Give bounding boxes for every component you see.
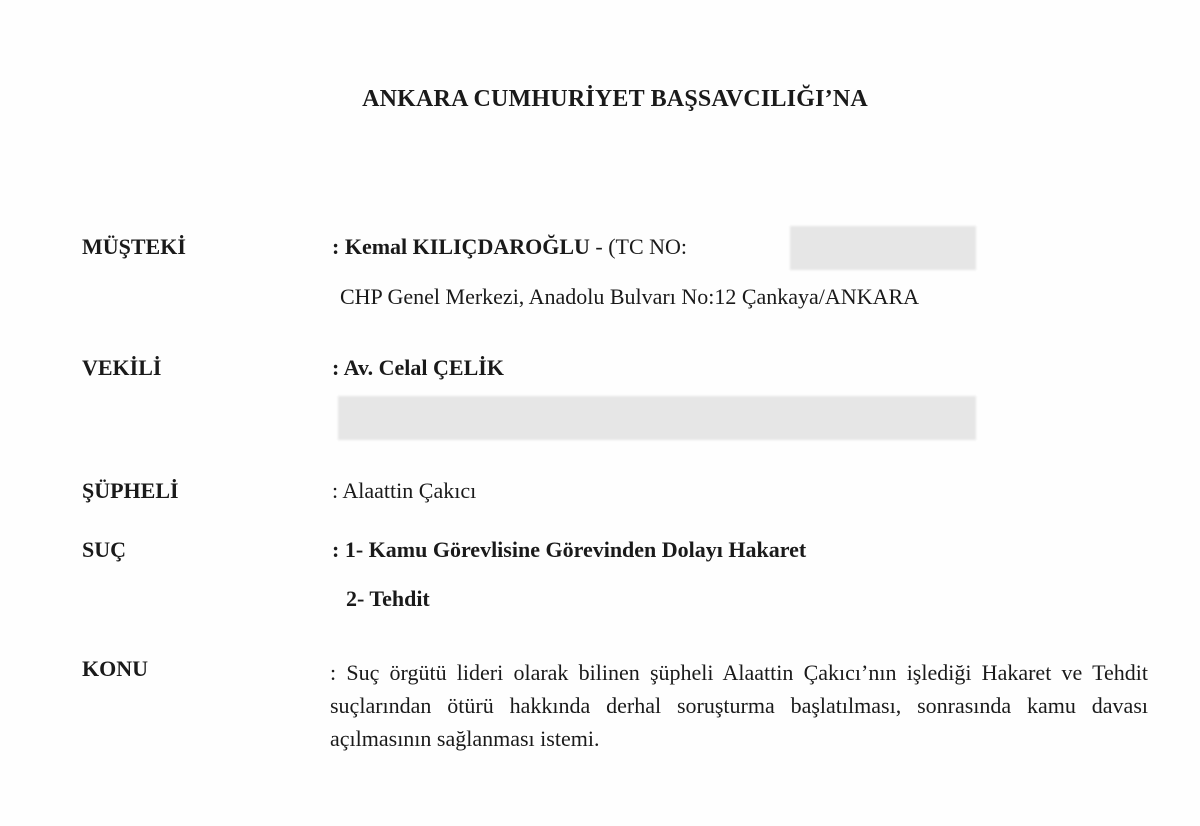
musteki-value — [332, 234, 687, 260]
label-supheli: ŞÜPHELİ — [82, 478, 179, 503]
document-title: ANKARA CUMHURİYET BAŞSAVCILIĞI’NA — [362, 86, 868, 112]
label-konu: KONU — [82, 656, 148, 681]
suc-item-1: : 1- Kamu Görevlisine Görevinden Dolayı Hakaret — [332, 537, 807, 562]
musteki-tc-label: - (TC NO: — [589, 234, 688, 259]
label-vekili: VEKİLİ — [82, 355, 162, 380]
musteki-name: : Kemal KILIÇDAROĞLU — [332, 234, 590, 259]
label-musteki: MÜŞTEKİ — [82, 234, 186, 259]
redacted-tc-number — [790, 226, 976, 270]
redacted-attorney-address — [338, 396, 976, 440]
suc-item-2: 2- Tehdit — [346, 586, 430, 611]
label-suc: SUÇ — [82, 537, 127, 562]
supheli-value: : Alaattin Çakıcı — [332, 478, 477, 503]
musteki-address: CHP Genel Merkezi, Anadolu Bulvarı No:12 Çankaya/ANKARA — [340, 284, 920, 309]
vekili-value: : Av. Celal ÇELİK — [332, 355, 504, 380]
konu-text: : Suç örgütü lideri olarak bilinen şüpheli Alaattin Çakıcı’nın işlediği Hakaret ve Tehdit suçlarından ötürü hakkında derhal soruşturma başlatılması, sonrasında kamu davası açılmasının sağlanması istemi. — [330, 660, 1148, 751]
